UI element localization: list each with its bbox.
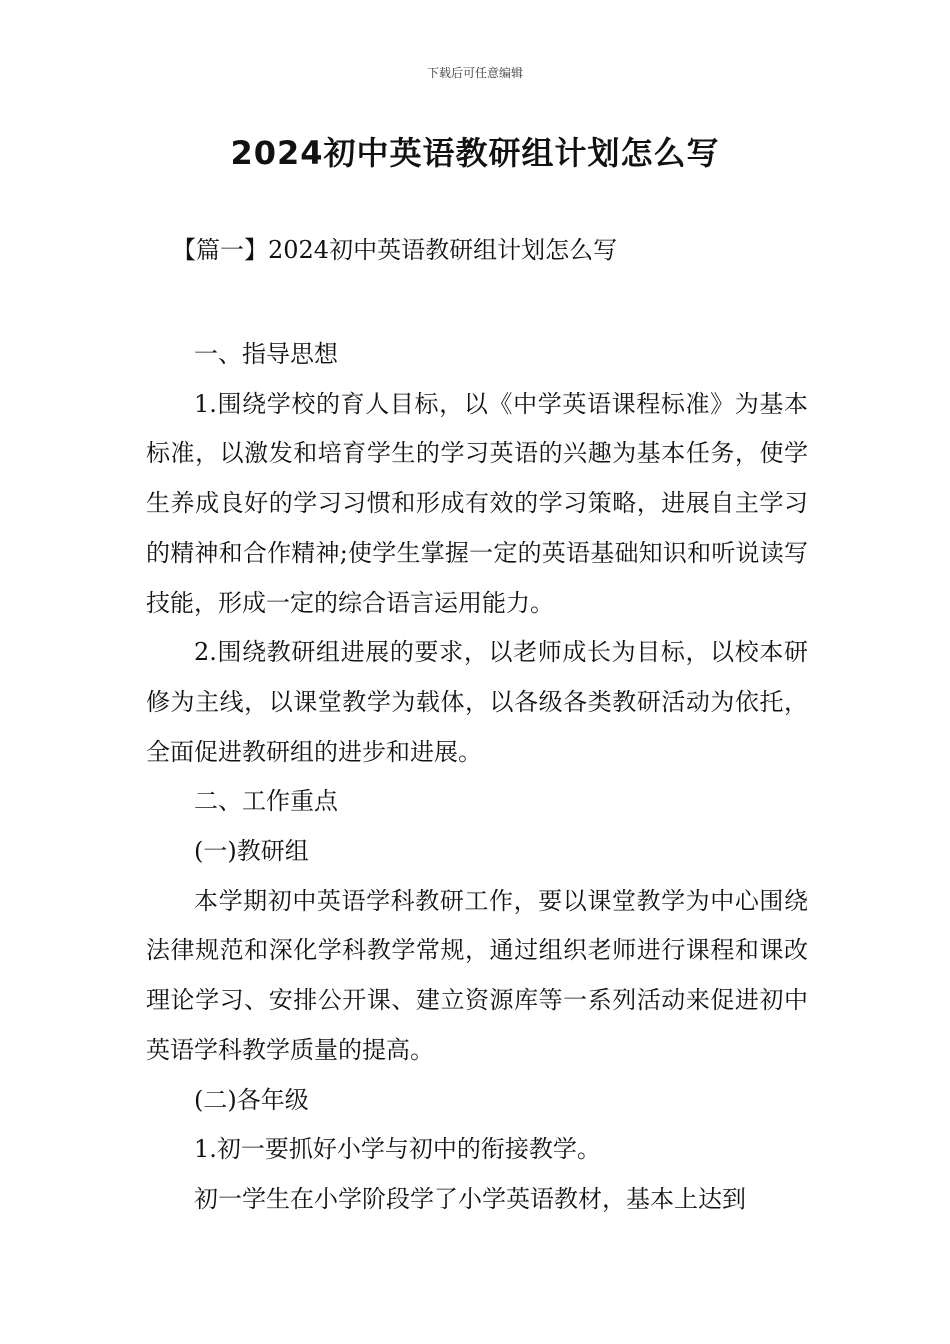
paragraph-4: 1.初一要抓好小学与初中的衔接教学。 <box>194 1135 601 1164</box>
subheading-grades: (二)各年级 <box>194 1085 309 1114</box>
paragraph-5: 初一学生在小学阶段学了小学英语教材，基本上达到 <box>194 1184 746 1213</box>
document-body <box>146 330 808 1225</box>
paragraph-3: 本学期初中英语学科教研工作，要以课堂教学为中心围绕法律规范和深化学科教学常规，通过组织老师进行课程和课改理论学习、安排公开课、建立资源库等一系列活动来促进初中英语学科教学质量的提高。 <box>146 886 808 1064</box>
heading-guiding-ideology: 一、指导思想 <box>194 340 338 368</box>
paragraph-2: 2.围绕教研组进展的要求，以老师成长为目标，以校本研修为主线，以课堂教学为载体，以各级各类教研活动为依托，全面促进教研组的进步和进展。 <box>146 638 808 766</box>
document-title: 2024初中英语教研组计划怎么写 <box>230 134 720 172</box>
heading-work-focus: 二、工作重点 <box>194 787 338 816</box>
section-subtitle: 【篇一】2024初中英语教研组计划怎么写 <box>172 236 618 264</box>
subheading-teaching-group: (一)教研组 <box>194 837 309 866</box>
header-note: 下载后可任意编辑 <box>426 66 523 80</box>
paragraph-1: 1.围绕学校的育人目标，以《中学英语课程标准》为基本标准，以激发和培育学生的学习英语的兴趣为基本任务，使学生养成良好的学习习惯和形成有效的学习策略，进展自主学习的精神和合作精神;使学生掌握一定的英语基础知识和听说读写技能，形成一定的综合语言运用能力。 <box>146 389 808 617</box>
